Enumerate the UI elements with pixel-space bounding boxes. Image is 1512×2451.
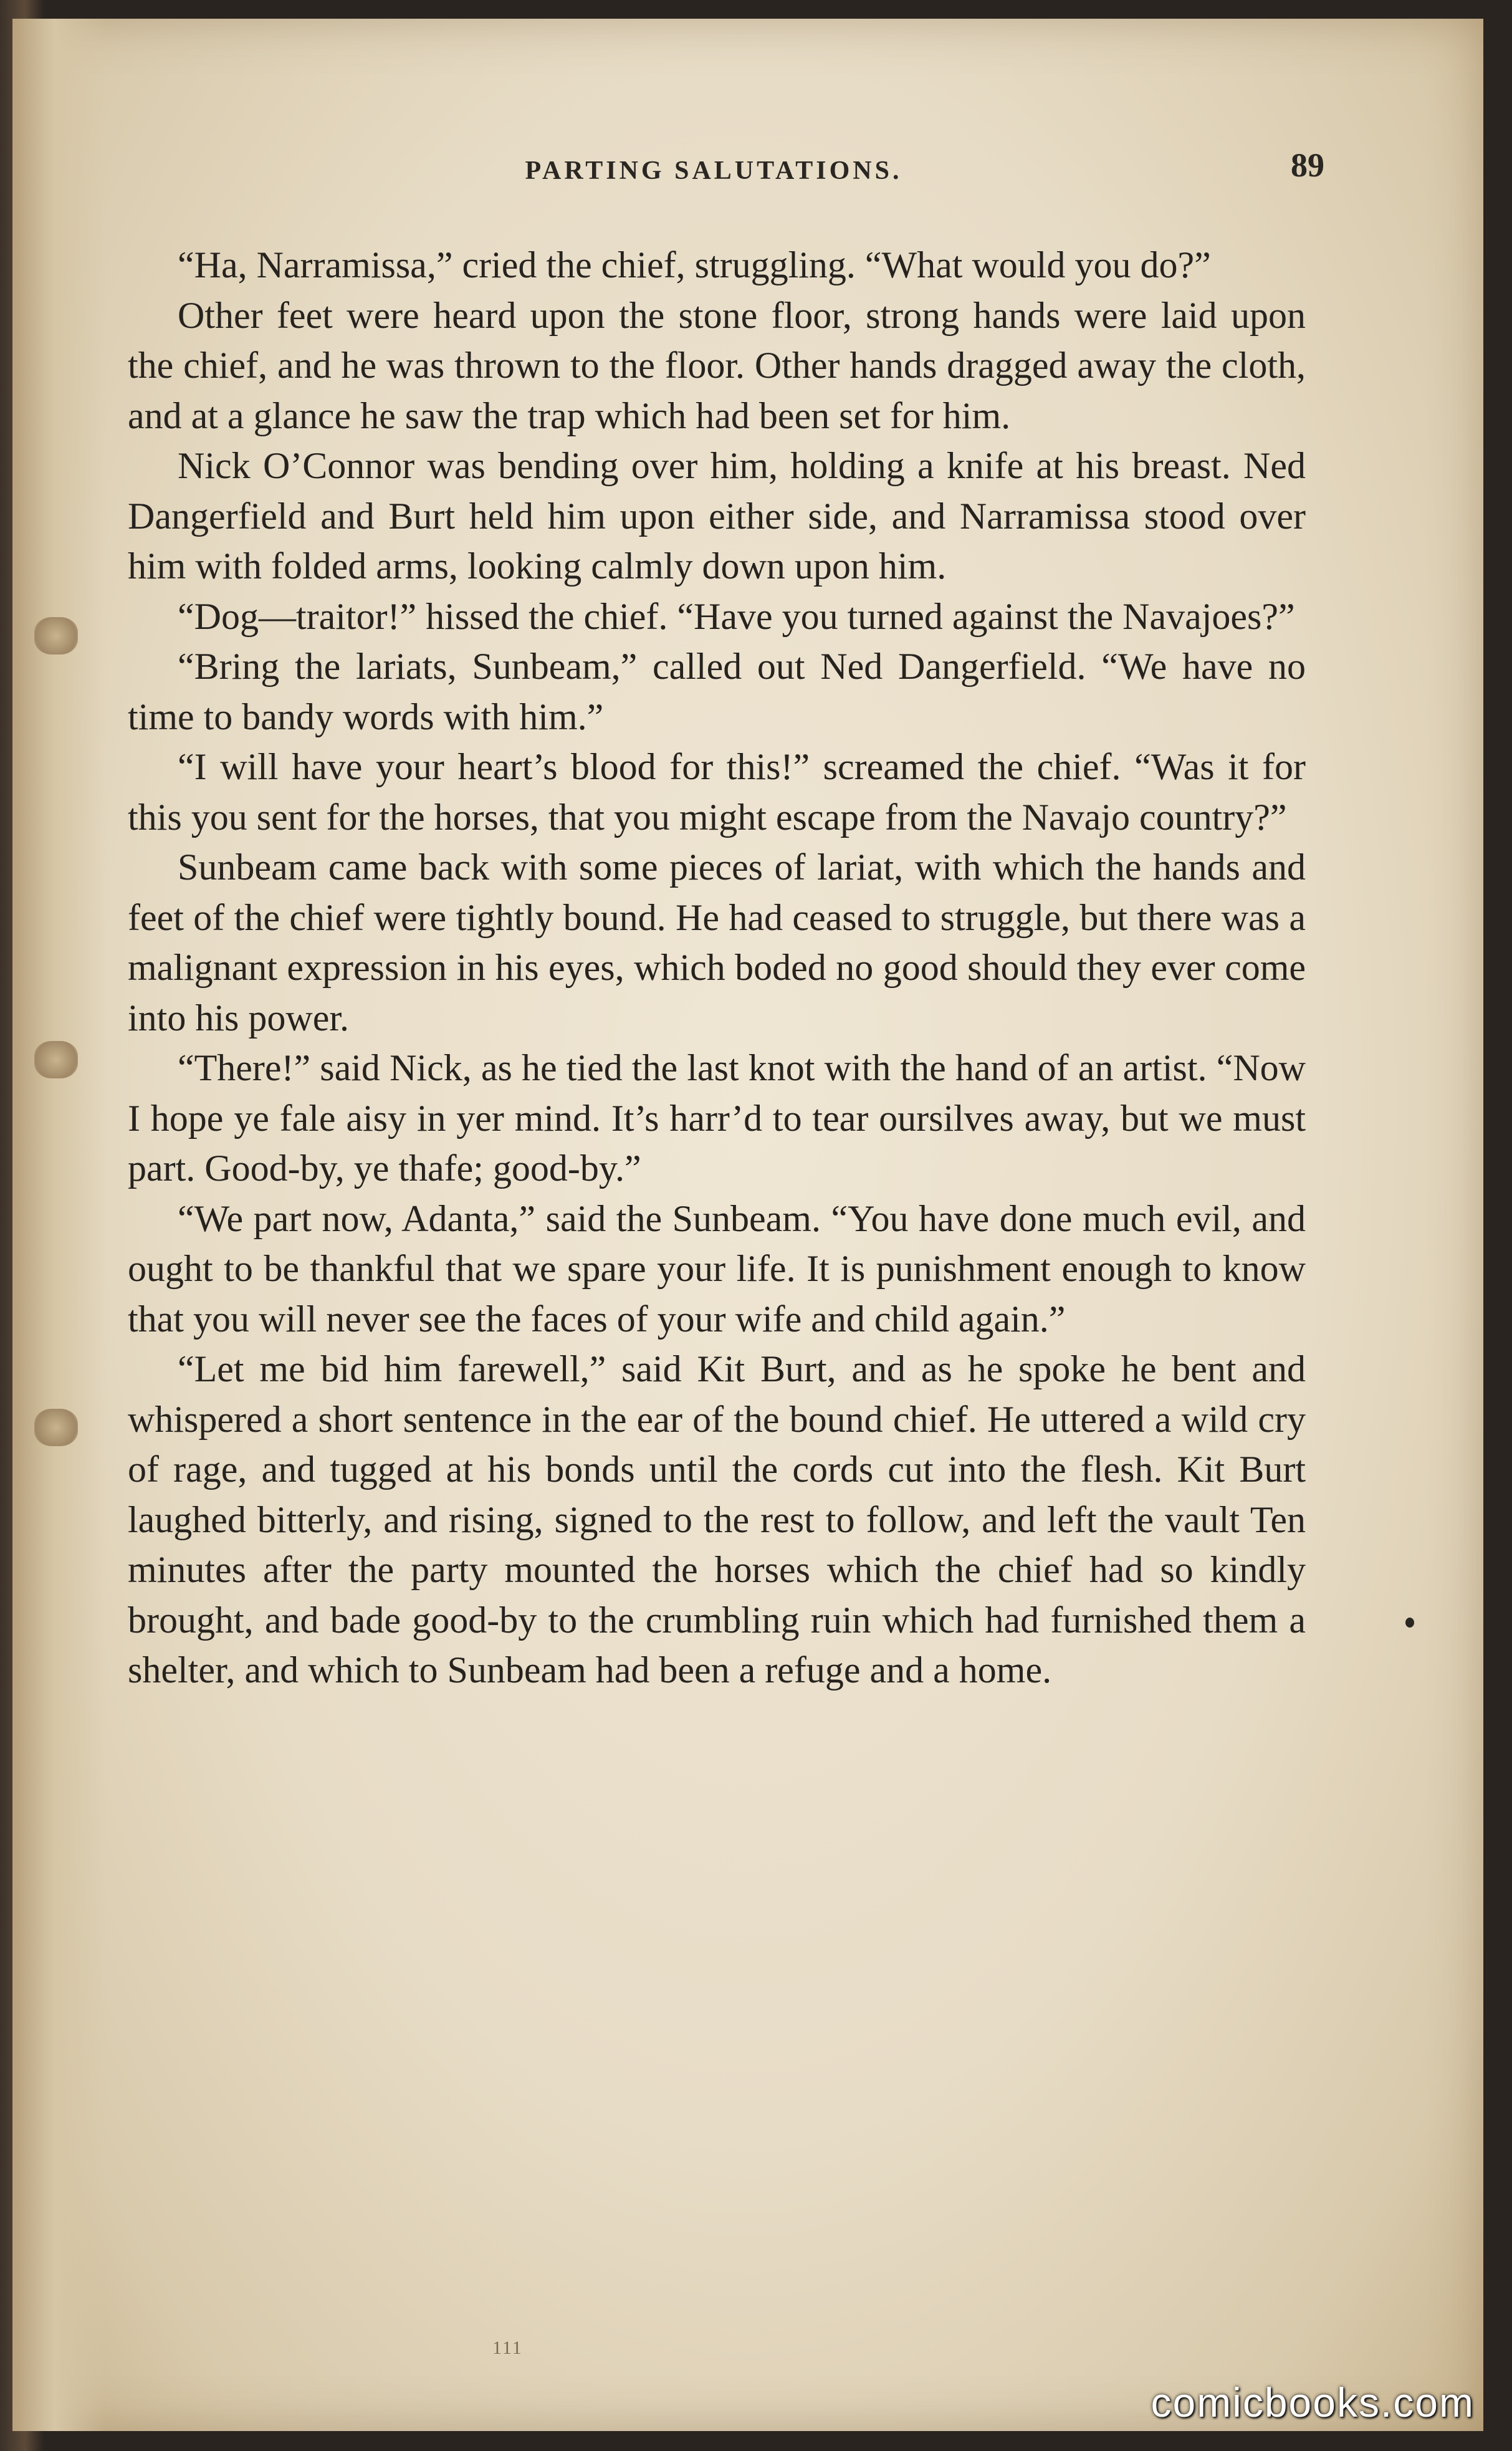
paragraph: Sunbeam came back with some pieces of lariat, with which the hands and feet of the chief were tightly bound. He had ceased to struggle, but there was a malignant expression in his eyes, which boded no good should they ever come into his power. [128,847,1306,1038]
page-gutter [12,19,106,2431]
paragraph: “Ha, Narramissa,” cried the chief, struggling. “What would you do?” [178,244,1211,285]
paragraph: Other feet were heard upon the stone floor, strong hands were laid upon the chief, and he was thrown to the floor. Other hands dragged away the cloth, and at a glance he saw the trap which had been set for him. [128,294,1306,436]
paragraph: “There!” said Nick, as he tied the last knot with the hand of an artist. “Now I hope ye fale aisy in yer mind. It’s harr’d to tear oursilves away, but we must part. Good-by, ye thafe; good-by.” [128,1047,1306,1189]
binding-thread [34,617,78,655]
paragraph: “I will have your heart’s blood for this!” screamed the chief. “Was it for this you sent for the horses, that you might escape from the Navajo country?” [128,746,1306,838]
binding-thread [34,1041,78,1078]
binding-thread [34,1409,78,1446]
site-watermark: comicbooks.com [1151,2379,1475,2425]
page-number: 89 [1291,146,1324,184]
paragraph: “Bring the lariats, Sunbeam,” called out Ned Dangerfield. “We have no time to bandy words with him.” [128,646,1306,737]
ink-speck [1405,1618,1414,1628]
printer-mark: 111 [492,2338,523,2358]
paragraph: “We part now, Adanta,” said the Sunbeam. “You have done much evil, and ought to be thankful that we spare your life. It is punishment enough to know that you will never see the faces of your wife and child again.” [128,1197,1306,1340]
running-head: PARTING SALUTATIONS. [525,156,902,185]
paragraph: “Dog—traitor!” hissed the chief. “Have you turned against the Navajoes?” [178,595,1295,637]
paragraph: Nick O’Connor was bending over him, holding a knife at his breast. Ned Dangerfield and Burt held him upon either side, and Narramissa stood over him with folded arms, looking calmly down upon him. [128,445,1306,587]
body-text [128,240,1306,1696]
book-page [12,19,1483,2431]
paragraph: “Let me bid him farewell,” said Kit Burt, and as he spoke he bent and whispered a short sentence in the ear of the bound chief. He uttered a wild cry of rage, and tugged at his bonds until the cords cut into the flesh. Kit Burt laughed bitterly, and rising, signed to the rest to follow, and left the vault Ten minutes after the party mounted the horses which the chief had so kindly brought, and bade good-by to the crumbling ruin which had furnished them a shelter, and which to Sunbeam had been a refuge and a home. [128,1348,1306,1691]
page-header [122,137,1324,193]
